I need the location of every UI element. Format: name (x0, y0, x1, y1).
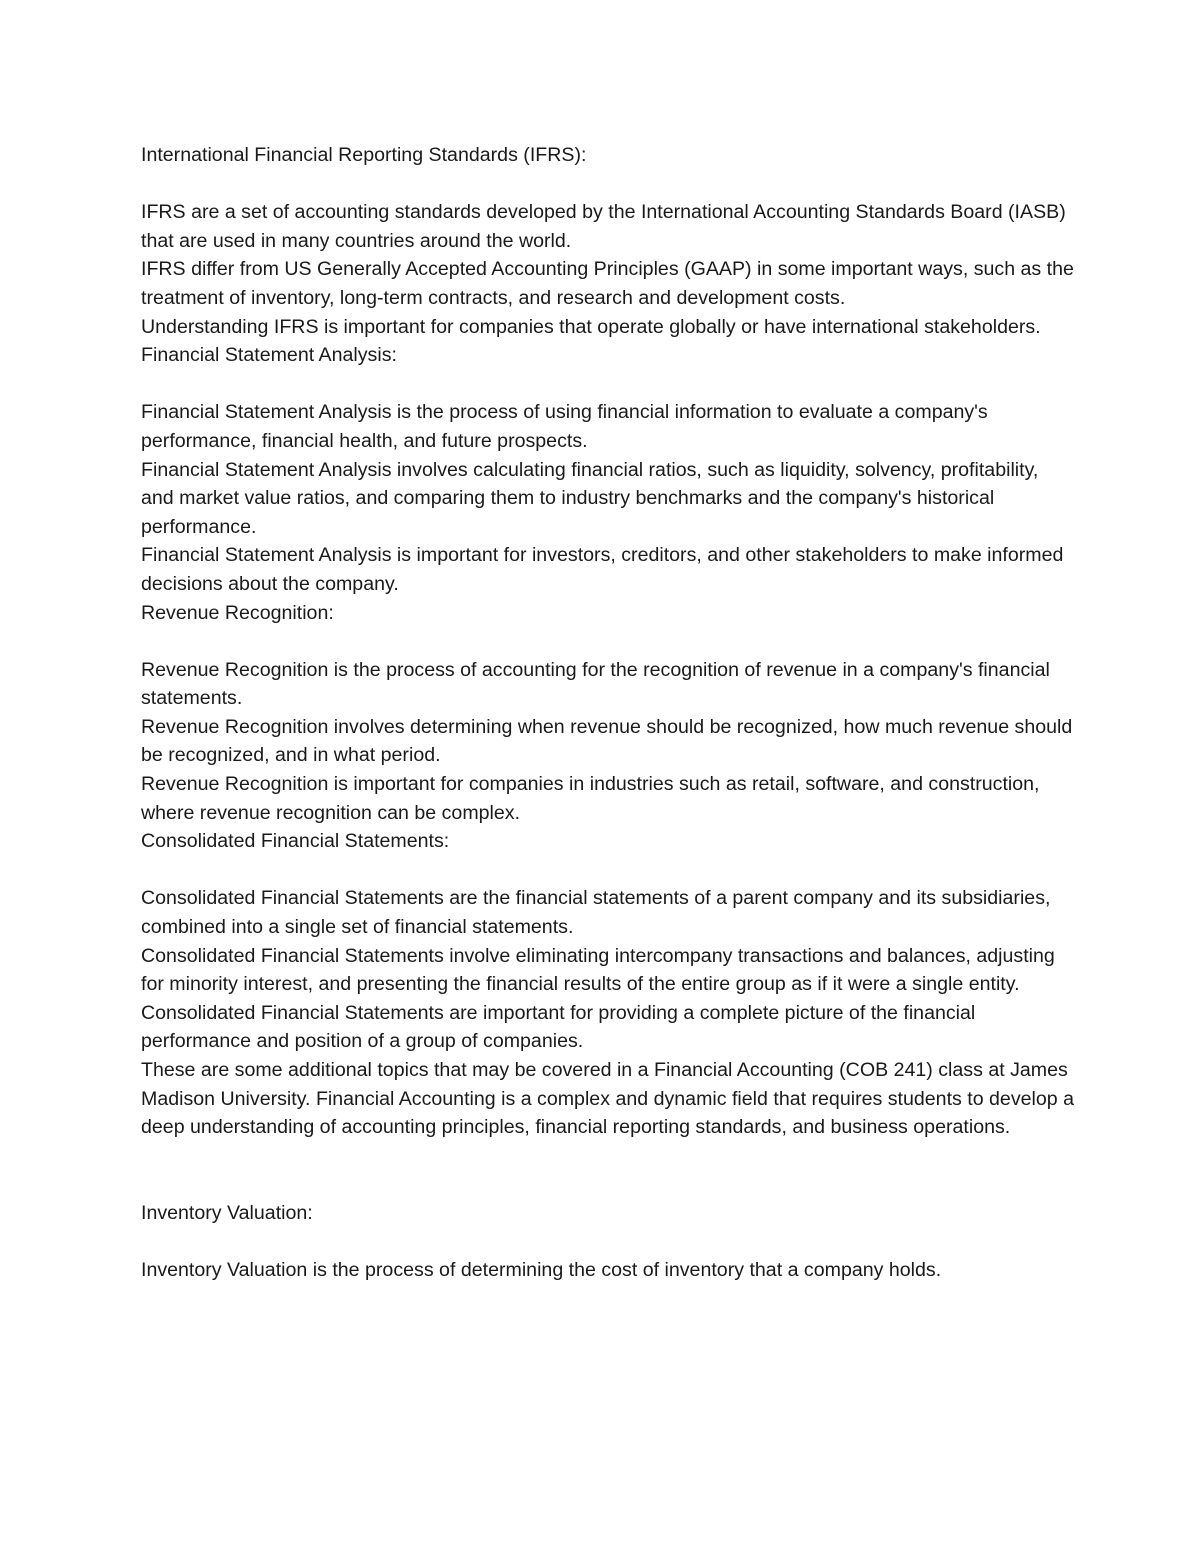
revenue-paragraph-3: Revenue Recognition is important for companies in industries such as retail, software, and construction, where revenue recognition can be complex. (141, 773, 1040, 824)
revenue-heading: Revenue Recognition: (141, 601, 334, 624)
fsa-heading: Financial Statement Analysis: (141, 344, 397, 367)
spacer (141, 1142, 1076, 1199)
ifrs-paragraph-3: Understanding IFRS is important for companies that operate globally or have international stakeholders. (141, 315, 1041, 338)
ifrs-paragraph-2: IFRS differ from US Generally Accepted Accounting Principles (GAAP) in some important ways, such as the treatment of inventory, long-term contracts, and research and development costs. (141, 258, 1074, 309)
consolidated-paragraph-3: Consolidated Financial Statements are important for providing a complete picture of the financial performance and position of a group of companies. (141, 1001, 976, 1053)
inventory-heading: Inventory Valuation: (141, 1201, 313, 1224)
spacer (141, 856, 1076, 885)
fsa-paragraph-2: Financial Statement Analysis involves calculating financial ratios, such as liquidity, solvency, profitability, and market value ratios, and comparing them to industry benchmarks and the company's historical performance. (141, 458, 1039, 538)
document-body (141, 141, 1076, 1285)
revenue-paragraph-1: Revenue Recognition is the process of accounting for the recognition of revenue in a company's financial statements. (141, 658, 1050, 710)
closing-paragraph: These are some additional topics that may be covered in a Financial Accounting (COB 241) class at James Madison University. Financial Accounting is a complex and dynamic field that requires students to develop a deep understanding of accounting principles, financial reporting standards, and business operations. (141, 1059, 1075, 1139)
spacer (141, 1228, 1076, 1257)
spacer (141, 370, 1076, 399)
consolidated-heading: Consolidated Financial Statements: (141, 830, 450, 853)
fsa-paragraph-3: Financial Statement Analysis is important for investors, creditors, and other stakeholders to make informed decisions about the company. (141, 544, 1064, 595)
consolidated-paragraph-1: Consolidated Financial Statements are the financial statements of a parent company and its subsidiaries, combined into a single set of financial statements. (141, 887, 1051, 939)
inventory-paragraph-1: Inventory Valuation is the process of determining the cost of inventory that a company holds. (141, 1259, 942, 1282)
ifrs-heading: International Financial Reporting Standards (IFRS): (141, 144, 587, 166)
revenue-paragraph-2: Revenue Recognition involves determining when revenue should be recognized, how much revenue should be recognized, and in what period. (141, 715, 1073, 767)
spacer (141, 170, 1076, 199)
ifrs-paragraph-1: IFRS are a set of accounting standards developed by the International Accounting Standards Board (IASB) that are used in many countries around the world. (141, 201, 1066, 252)
consolidated-paragraph-2: Consolidated Financial Statements involve eliminating intercompany transactions and balances, adjusting for minority interest, and presenting the financial results of the entire group as if it were a single entity. (141, 944, 1055, 996)
fsa-paragraph-1: Financial Statement Analysis is the process of using financial information to evaluate a company's performance, financial health, and future prospects. (141, 401, 988, 452)
spacer (141, 627, 1076, 656)
